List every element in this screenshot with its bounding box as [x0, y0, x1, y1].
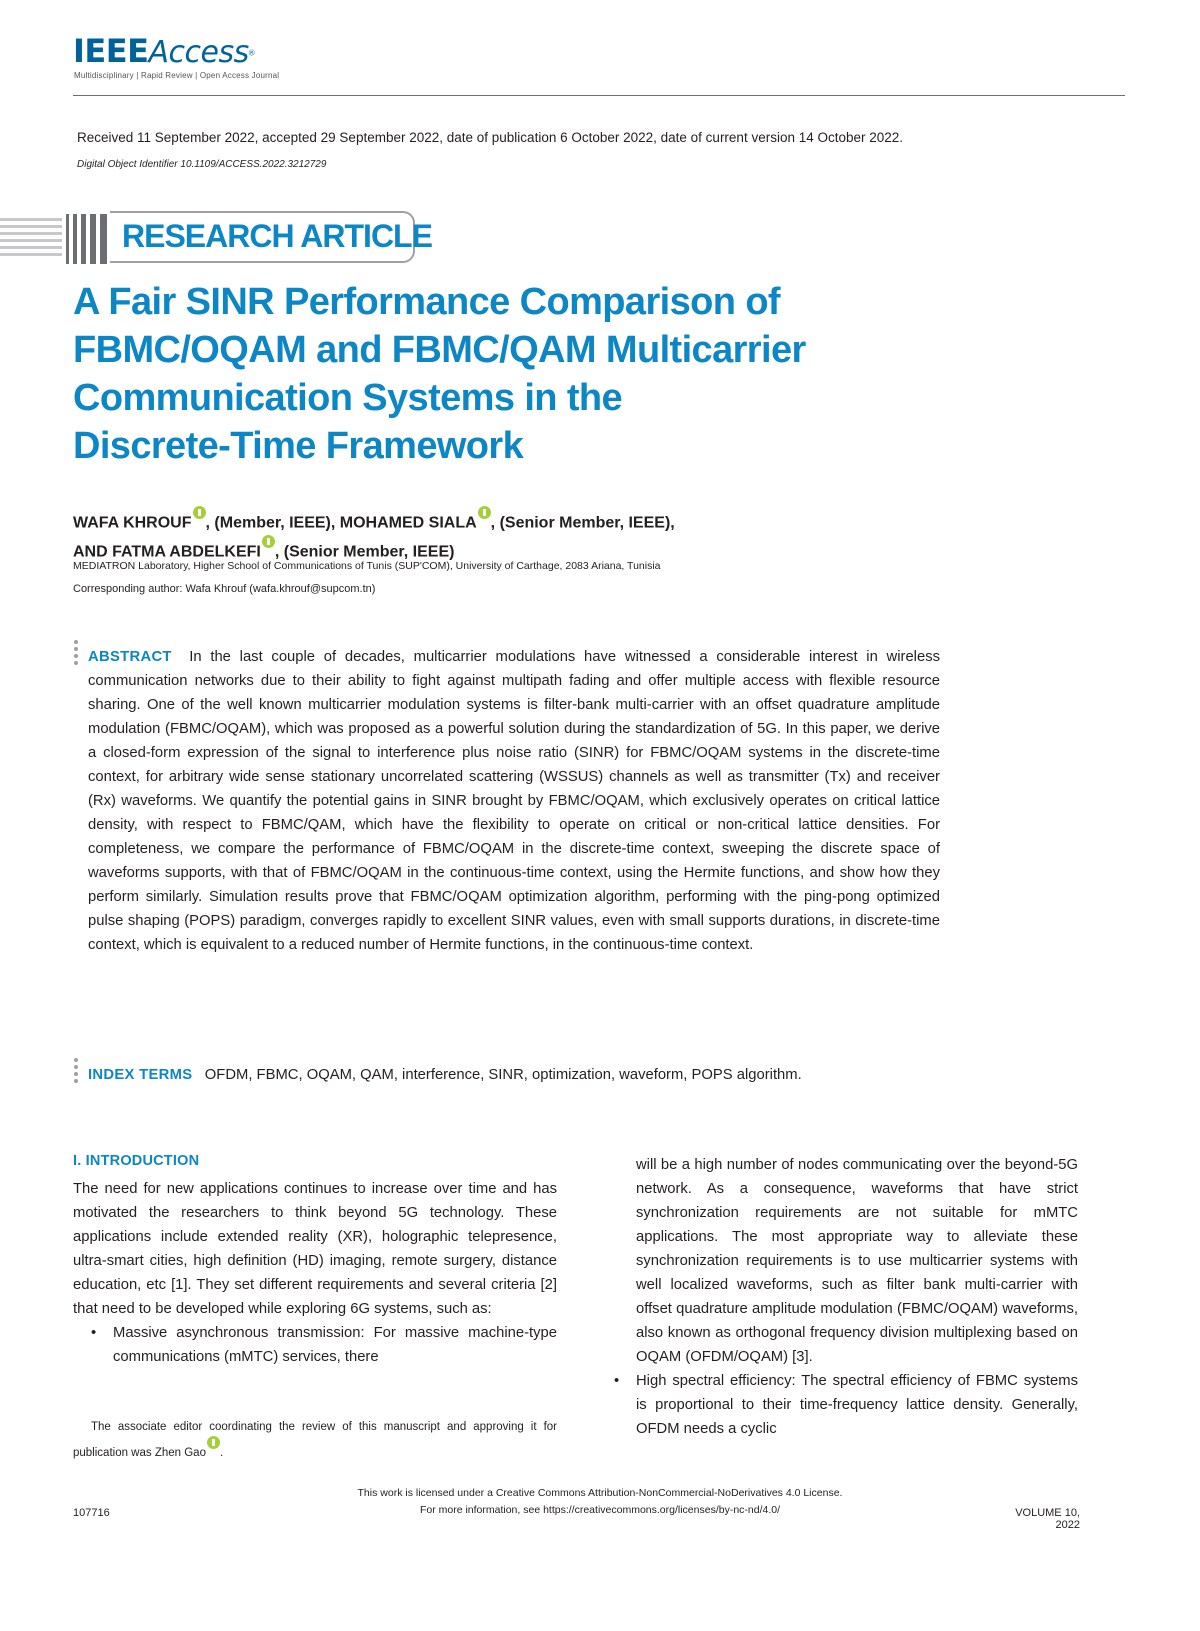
orcid-icon[interactable]	[207, 1436, 220, 1449]
paper-title	[73, 278, 973, 470]
orcid-icon[interactable]	[193, 506, 206, 519]
received-dates: Received 11 September 2022, accepted 29 September 2022, date of publication 6 October 2022, date of current version 14 October 2022.	[77, 130, 904, 145]
author-name: MOHAMED SIALA	[339, 514, 477, 532]
article-type-banner: RESEARCH ARTICLE	[122, 218, 432, 254]
right-column	[636, 1153, 1078, 1441]
journal-tagline: Multidisciplinary | Rapid Review | Open Access Journal	[74, 71, 280, 80]
license-line[interactable]: This work is licensed under a Creative Commons Attribution-NonCommercial-NoDerivatives 4.0 License.	[357, 1487, 843, 1499]
index-terms-marker-icon	[74, 1058, 78, 1086]
journal-logo	[73, 32, 255, 70]
author-role: , (Senior Member, IEEE),	[490, 514, 675, 532]
index-terms-text: OFDM, FBMC, OQAM, QAM, interference, SINR, optimization, waveform, POPS algorithm.	[204, 1067, 802, 1083]
left-column	[73, 1177, 557, 1369]
logo-access-text: Access	[148, 35, 249, 70]
doi: Digital Object Identifier 10.1109/ACCESS.2022.3212729	[77, 159, 327, 170]
author-name: AND FATMA ABDELKEFI	[73, 543, 261, 561]
intro-paragraph: The need for new applications continues to increase over time and has motivated the researchers to think beyond 5G technology. These applications include extended reality (XR), holographic telepresence, ultra-smart cities, high definition (HD) imaging, remote surgery, distance education, etc [1]. They set different requirements and several criteria [2] that need to be developed while exploring 6G systems, such as:	[73, 1181, 557, 1317]
intro-paragraph-continued: will be a high number of nodes communicating over the beyond-5G network. As a consequence, waveforms that have strict synchronization requirements are not suitable for mMTC applications. The most appropriate way to alleviate these synchronization requirements is to use multicarrier systems with well localized waveforms, such as filter bank multi-carrier with offset quadrature amplitude modulation (FBMC/OQAM) waveforms, also known as orthogonal frequency division multiplexing based on OQAM (OFDM/OQAM) [3].	[636, 1157, 1078, 1365]
title-line: Discrete-Time Framework	[73, 425, 524, 467]
header-divider	[73, 95, 1125, 96]
bullet-item: • Massive asynchronous transmission: For massive machine-type communications (mMTC) services, there	[73, 1321, 557, 1369]
index-terms	[88, 1063, 940, 1087]
orcid-icon[interactable]	[478, 506, 491, 519]
author-name: WAFA KHROUF	[73, 514, 192, 532]
volume-label: VOLUME 10, 2022	[1015, 1507, 1080, 1531]
logo-trademark: ®	[248, 48, 255, 58]
index-terms-label: INDEX TERMS	[88, 1067, 193, 1083]
banner-stripes-decoration	[0, 214, 62, 264]
logo-ieee-text: IEEE	[73, 32, 149, 70]
abstract	[88, 645, 940, 957]
page-number: 107716	[73, 1507, 110, 1519]
corresponding-author: Corresponding author: Wafa Khrouf (wafa.khrouf@supcom.tn)	[73, 583, 376, 595]
license-link[interactable]: For more information, see https://creativecommons.org/licenses/by-nc-nd/4.0/	[419, 1504, 781, 1516]
author-role: , (Member, IEEE),	[205, 514, 340, 532]
editor-footnote	[73, 1416, 557, 1464]
banner-bars-decoration	[66, 214, 112, 264]
author-role: , (Senior Member, IEEE)	[274, 543, 455, 561]
author-list	[73, 508, 1073, 567]
title-line: A Fair SINR Performance Comparison of	[73, 281, 780, 323]
title-line: FBMC/OQAM and FBMC/QAM Multicarrier	[73, 329, 806, 371]
abstract-marker-icon	[74, 640, 78, 668]
footnote-end: .	[219, 1446, 224, 1459]
abstract-label: ABSTRACT	[88, 649, 172, 665]
title-line: Communication Systems in the	[73, 377, 623, 419]
abstract-text: In the last couple of decades, multicarrier modulations have witnessed a considerable interest in wireless communication networks due to their ability to fight against multipath fading and offer multiple access with flexible resource sharing. One of the well known multicarrier modulation systems is filter-bank multi-carrier with an offset quadrature amplitude modulation (FBMC/OQAM), which was proposed as a powerful solution during the standardization of 5G. In this paper, we derive a closed-form expression of the signal to interference plus noise ratio (SINR) for FBMC/OQAM systems in the discrete-time context, for arbitrary wide sense stationary uncorrelated scattering (WSSUS) channels as well as transmitter (Tx) and receiver (Rx) waveforms. We quantify the potential gains in SINR brought by FBMC/OQAM, which exclusively operates on critical lattice density, with respect to FBMC/QAM, which have the flexibility to operate on critical or non-critical lattice densities. For completeness, we compare the performance of FBMC/OQAM in the discrete-time context, sweeping the discrete space of waveforms supports, with that of FBMC/OQAM in the continuous-time context, using the Hermite functions, and show how they perform similarly. Simulation results prove that FBMC/OQAM optimization algorithm, performing with the ping-pong optimized pulse shaping (POPS) paradigm, converges rapidly to excellent SINR values, even with small supports durations, in discrete-time context, which is equivalent to a reduced number of Hermite functions, in the continuous-time context.	[88, 649, 940, 953]
bullet-item: • High spectral efficiency: The spectral efficiency of FBMC systems is proportional to their time-frequency lattice density. Generally, OFDM needs a cyclic	[636, 1369, 1078, 1441]
footnote-text: The associate editor coordinating the review of this manuscript and approving it for publication was Zhen Gao	[73, 1421, 557, 1459]
affiliation: MEDIATRON Laboratory, Higher School of Communications of Tunis (SUP'COM), University of Carthage, 2083 Ariana, Tunisia	[73, 560, 661, 572]
orcid-icon[interactable]	[262, 535, 275, 548]
section-heading: I. INTRODUCTION	[73, 1153, 200, 1169]
